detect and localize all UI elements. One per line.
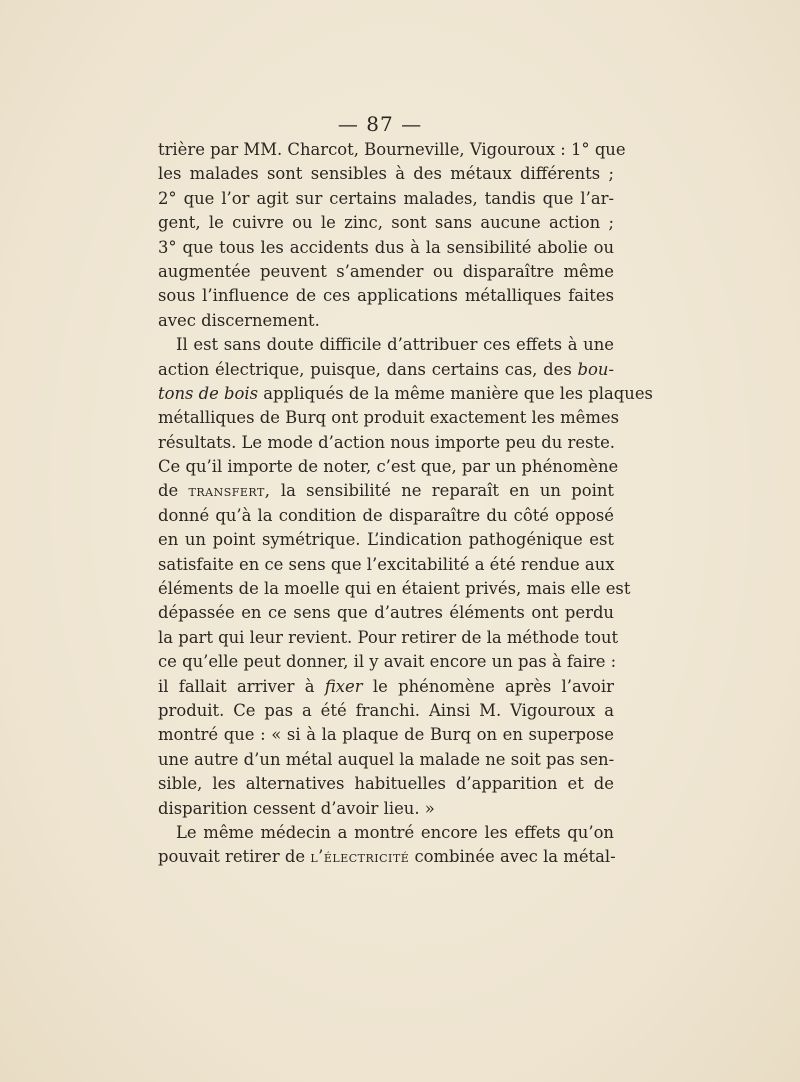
text-segment: pouvait retirer de (158, 847, 306, 867)
text-line (158, 675, 614, 699)
text-line: donné qu’à la condition de disparaître du côté opposé (158, 505, 614, 525)
text-line: trière par MM. Charcot, Bourneville, Vigouroux : 1° que (158, 140, 626, 159)
text-segment: la sensibilité ne reparaît en un point (280, 481, 614, 501)
text-line: 2° que l’or agit sur certains malades, tandis que l’ar- (158, 188, 614, 208)
text-line: produit. Ce pas a été franchi. Ainsi M. Vigouroux a (158, 700, 614, 720)
text-segment: le phénomène après l’avoir (372, 676, 614, 696)
text-line: disparition cessent d’avoir lieu. » (158, 798, 435, 818)
text-line: la part qui leur revient. Pour retirer de la méthode tout (158, 627, 619, 647)
text-line: une autre d’un métal auquel la malade ne soit pas sen- (158, 749, 615, 769)
text-line (158, 382, 653, 406)
text-line: montré que : « si à la plaque de Burq on en superpose (158, 725, 614, 745)
italic-term: bou- (577, 359, 614, 379)
text-line: dépassée en ce sens que d’autres éléments ont perdu (158, 603, 614, 623)
text-line: Le même médecin a montré encore les effets qu’on (176, 822, 614, 842)
text-line: gent, le cuivre ou le zinc, sont sans aucune action ; (158, 213, 614, 233)
text-line (158, 479, 614, 503)
page-number: — 87 — (337, 112, 423, 136)
text-line: métalliques de Burq ont produit exactement les mêmes (158, 408, 619, 428)
small-caps-term: transfert, (188, 481, 271, 501)
text-segment: action électrique, puisque, dans certains cas, des (158, 359, 572, 379)
small-caps-term: l’électricité (310, 847, 410, 867)
body-text (158, 138, 653, 870)
text-line: éléments de la moelle qui en étaient privés, mais elle est (158, 579, 631, 599)
italic-term: fixer (324, 676, 363, 696)
text-line (158, 845, 614, 869)
text-line: sible, les alternatives habituelles d’apparition et de (158, 774, 614, 794)
text-line: ce qu’elle peut donner, il y avait encore un pas à faire : (158, 652, 617, 672)
text-line: les malades sont sensibles à des métaux différents ; (158, 164, 614, 184)
text-segment: combinée avec la métal- (414, 847, 616, 867)
text-line (158, 358, 614, 382)
text-line: Ce qu’il importe de noter, c’est que, par un phénomène (158, 457, 619, 477)
text-line: en un point symétrique. L’indication pathogénique est (158, 530, 614, 550)
text-line: satisfaite en ce sens que l’excitabilité a été rendue aux (158, 554, 615, 574)
text-line: augmentée peuvent s’amender ou disparaître même (158, 261, 614, 281)
text-line: Il est sans doute difficile d’attribuer ces effets à une (176, 335, 614, 355)
text-segment: il fallait arriver à (158, 676, 315, 696)
text-line: résultats. Le mode d’action nous importe peu du reste. (158, 432, 615, 452)
text-segment: appliqués de la même manière que les plaques (263, 383, 653, 403)
italic-term: tons de bois (158, 383, 259, 403)
text-line: sous l’influence de ces applications métalliques faites (158, 286, 614, 306)
text-line: 3° que tous les accidents dus à la sensibilité abolie ou (158, 237, 614, 257)
text-line: avec discernement. (158, 310, 320, 330)
text-segment: de (158, 481, 179, 501)
